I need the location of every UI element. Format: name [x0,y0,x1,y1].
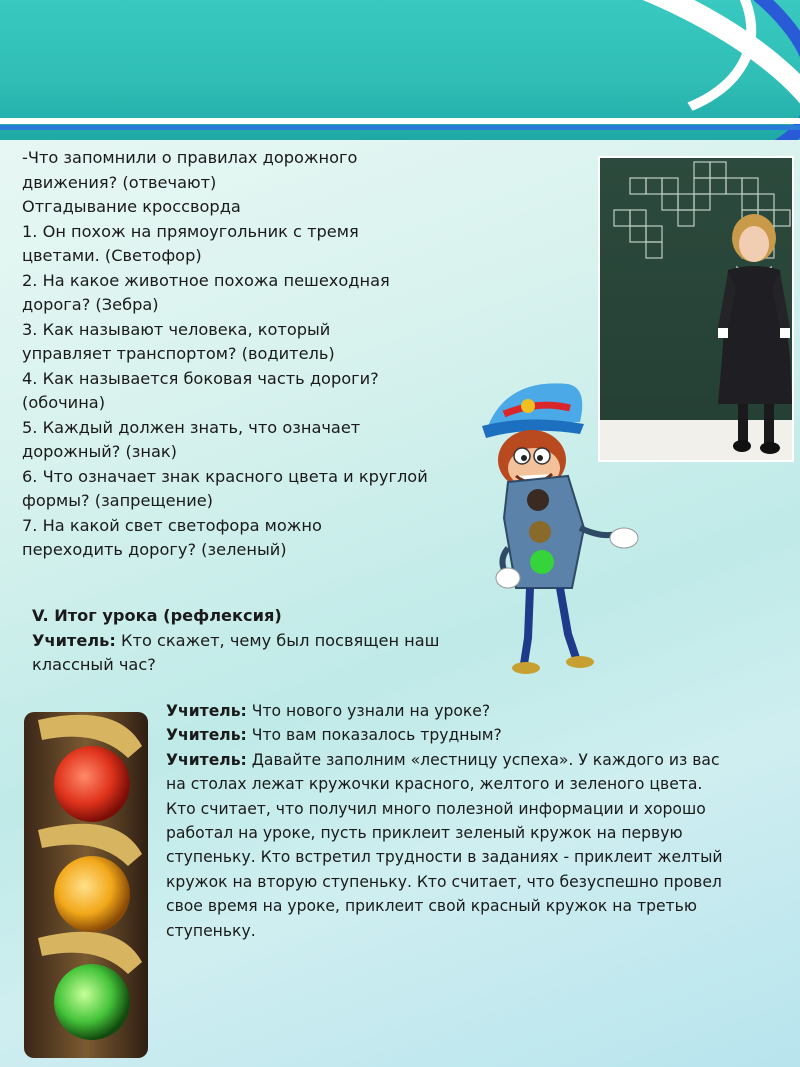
header-divider [0,118,800,124]
question-line: дорога? (Зебра) [22,295,159,314]
closing-question: Что вам показалось трудным? [246,726,502,745]
question-line: 6. Что означает знак красного цвета и круглой [22,466,428,486]
traffic-light-character-illustration [468,378,650,674]
closing-line: Кто считает, что получил много полезной информации и хорошо [166,799,706,818]
teacher-label: Учитель: [166,726,247,745]
traffic-light-illustration [8,706,154,1062]
question-line: цветами. (Светофор) [22,246,202,265]
closing-line: на столах лежат кружочки красного, желтого и зеленого цвета. [166,775,703,794]
closing-question: Давайте заполним «лестницу успеха». У каждого из вас [246,750,720,769]
question-line: -Что запомнили о правилах дорожного [22,148,358,167]
closing-line: ступеньку. Кто встретил трудности в заданиях - приклеит желтый [166,848,723,867]
teacher-label: Учитель: [166,702,247,720]
summary-question: Кто скажет, чему был посвящен наш [115,630,440,650]
question-line: формы? (запрещение) [22,491,213,510]
question-line: 1. Он похож на прямоугольник с тремя [22,221,359,241]
question-line: дорожный? (знак) [22,442,177,461]
closing-question: Что нового узнали на уроке? [246,702,491,720]
question-line: 5. Каждый должен знать, что означает [22,417,361,437]
questions-block [22,146,428,563]
closing-line: ступеньку. [166,921,256,940]
question-line: 2. На какое животное похожа пешеходная [22,270,390,290]
closing-line: кружок на вторую ступеньку. Кто считает, что безуспешно провел [166,872,722,891]
question-line: движения? (отвечают) [22,172,217,192]
closing-block [166,699,723,943]
question-line: 4. Как называется боковая часть дороги? [22,368,379,388]
closing-line: свое время на уроке, приклеит свой красный кружок на третью [166,897,697,916]
question-line: переходить дорогу? (зеленый) [22,540,287,559]
question-line: 7. На какой свет светофора можно [22,515,322,535]
question-line: (обочина) [22,393,106,412]
teacher-label: Учитель: [166,750,247,769]
teacher-label: Учитель: [32,630,116,650]
header-divider [0,125,800,130]
question-line: Отгадывание кроссворда [22,197,241,216]
summary-heading: V. Итог урока (рефлексия) [32,606,282,625]
question-line: управляет транспортом? (водитель) [22,344,335,363]
closing-line: работал на уроке, пусть приклеит зеленый кружок на первую [166,824,683,843]
summary-question-cont: классный час? [32,655,156,674]
question-line: 3. Как называют человека, который [22,319,331,339]
summary-block [32,604,439,678]
